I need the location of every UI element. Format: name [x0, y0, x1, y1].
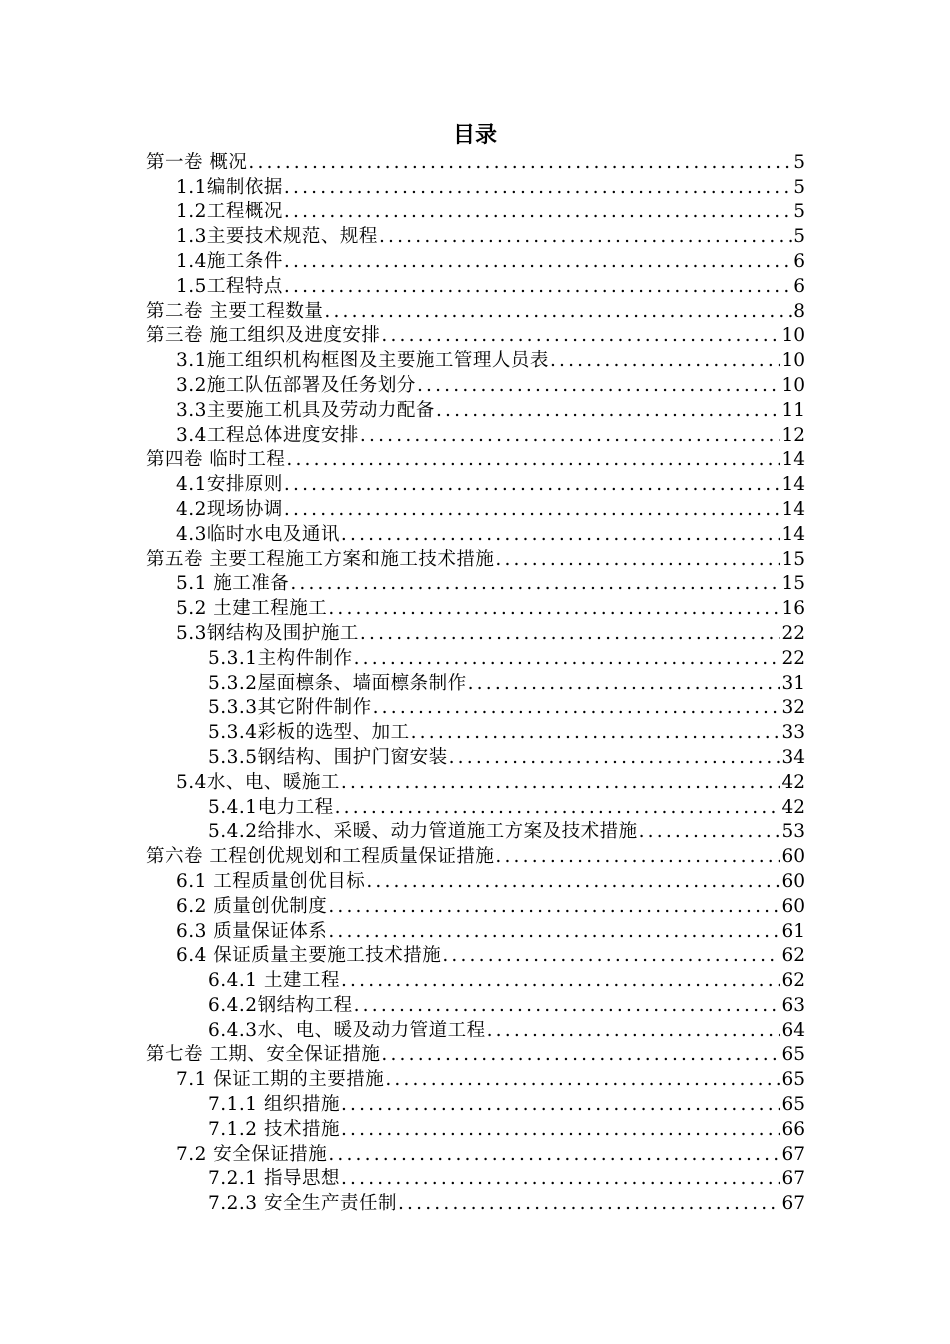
toc-dot-leader — [354, 648, 781, 670]
toc-page-number: 66 — [781, 1118, 805, 1140]
toc-entry-title: 7.2 安全保证措施 — [176, 1143, 328, 1165]
toc-entry[interactable] — [0, 868, 950, 893]
toc-entry-title: 3.1施工组织机构框图及主要施工管理人员表 — [176, 350, 549, 372]
toc-dot-leader — [341, 524, 781, 546]
toc-dot-leader — [341, 970, 781, 992]
toc-entry[interactable] — [0, 571, 950, 596]
toc-entry-title: 3.3主要施工机具及劳动力配备 — [176, 399, 435, 421]
toc-dot-leader — [639, 821, 781, 843]
toc-entry-title: 5.4水、电、暖施工 — [176, 771, 340, 793]
toc-dot-leader — [366, 871, 780, 893]
toc-entry-title: 7.2.3 安全生产责任制 — [208, 1193, 397, 1215]
toc-entry-title: 5.3.2屋面檩条、墙面檩条制作 — [208, 672, 467, 694]
toc-page-number: 60 — [781, 895, 805, 917]
toc-entry-title: 第四卷 临时工程 — [146, 449, 286, 471]
toc-page-number: 14 — [781, 523, 805, 545]
toc-entry-title: 第七卷 工期、安全保证措施 — [146, 1044, 381, 1066]
toc-entry-title: 6.1 工程质量创优目标 — [176, 870, 366, 892]
toc-entry-title: 1.1编制依据 — [176, 176, 283, 198]
toc-entry[interactable] — [0, 149, 950, 174]
toc-entry[interactable] — [0, 372, 950, 397]
toc-entry-title: 第六卷 工程创优规划和工程质量保证措施 — [146, 846, 495, 868]
toc-dot-leader — [495, 549, 780, 571]
toc-dot-leader — [284, 177, 792, 199]
toc-dot-leader — [442, 945, 780, 967]
toc-page-number: 14 — [781, 498, 805, 520]
toc-dot-leader — [398, 1193, 780, 1215]
toc-page-number: 8 — [793, 300, 805, 322]
toc-entry[interactable] — [0, 918, 950, 943]
toc-entry[interactable] — [0, 471, 950, 496]
toc-entry-title: 6.4.2钢结构工程 — [208, 994, 353, 1016]
toc-dot-leader — [341, 1168, 781, 1190]
toc-page-number: 14 — [781, 449, 805, 471]
toc-dot-leader — [341, 1119, 781, 1141]
toc-entry-title: 6.4.1 土建工程 — [208, 970, 340, 992]
toc-entry-title: 第一卷 概况 — [146, 151, 248, 173]
toc-dot-leader — [284, 474, 781, 496]
toc-page-number: 12 — [781, 424, 805, 446]
toc-entry[interactable] — [0, 546, 950, 571]
toc-page-number: 62 — [781, 970, 805, 992]
toc-entry[interactable] — [0, 323, 950, 348]
toc-dot-leader — [328, 921, 780, 943]
toc-dot-leader — [381, 325, 780, 347]
toc-entry[interactable] — [0, 843, 950, 868]
toc-entry-title: 5.3.3其它附件制作 — [208, 697, 372, 719]
toc-dot-leader — [360, 425, 781, 447]
toc-entry-title: 3.4工程总体进度安排 — [176, 424, 359, 446]
toc-entry-title: 5.1 施工准备 — [176, 573, 290, 595]
toc-entry-title: 1.2工程概况 — [176, 201, 283, 223]
toc-page-number: 60 — [781, 870, 805, 892]
toc-entry-title: 6.4.3水、电、暖及动力管道工程 — [208, 1019, 486, 1041]
toc-page-number: 5 — [793, 176, 805, 198]
toc-page-number: 33 — [781, 722, 805, 744]
toc-entry-title: 5.3.5钢结构、围护门窗安装 — [208, 746, 448, 768]
toc-dot-leader — [341, 1094, 781, 1116]
toc-entry[interactable] — [0, 422, 950, 447]
toc-page-number: 65 — [781, 1044, 805, 1066]
toc-entry[interactable] — [0, 273, 950, 298]
toc-entry[interactable] — [0, 174, 950, 199]
toc-page-number: 22 — [781, 622, 805, 644]
toc-page-number: 42 — [781, 796, 805, 818]
toc-page-number: 61 — [781, 920, 805, 942]
toc-entry[interactable] — [0, 447, 950, 472]
toc-dot-leader — [379, 226, 792, 248]
toc-entry[interactable] — [0, 347, 950, 372]
toc-page-number: 11 — [781, 399, 805, 421]
toc-page-number: 22 — [781, 647, 805, 669]
toc-entry[interactable] — [0, 595, 950, 620]
toc-entry[interactable] — [0, 1116, 950, 1141]
table-of-contents — [0, 149, 950, 1215]
toc-entry-title: 第二卷 主要工程数量 — [146, 300, 324, 322]
toc-entry-title: 5.3钢结构及围护施工 — [176, 622, 359, 644]
toc-entry[interactable] — [0, 719, 950, 744]
toc-entry[interactable] — [0, 248, 950, 273]
toc-page-number: 63 — [781, 994, 805, 1016]
toc-entry[interactable] — [0, 496, 950, 521]
toc-entry-title: 1.5工程特点 — [176, 275, 283, 297]
toc-dot-leader — [328, 1144, 780, 1166]
toc-entry-title: 5.4.2给排水、采暖、动力管道施工方案及技术措施 — [208, 821, 638, 843]
toc-dot-leader — [468, 673, 781, 695]
toc-page-number: 60 — [781, 846, 805, 868]
toc-entry[interactable] — [0, 1042, 950, 1067]
toc-page-number: 16 — [781, 598, 805, 620]
toc-page-number: 65 — [781, 1069, 805, 1091]
toc-entry[interactable] — [0, 967, 950, 992]
toc-entry[interactable] — [0, 769, 950, 794]
toc-entry[interactable] — [0, 893, 950, 918]
toc-entry[interactable] — [0, 223, 950, 248]
toc-dot-leader — [284, 276, 792, 298]
toc-entry[interactable] — [0, 521, 950, 546]
toc-page-number: 62 — [781, 945, 805, 967]
toc-page-number: 5 — [793, 201, 805, 223]
toc-dot-leader — [487, 1020, 781, 1042]
toc-entry[interactable] — [0, 1017, 950, 1042]
toc-page-number: 42 — [781, 771, 805, 793]
toc-title: 目录 — [452, 123, 497, 148]
toc-entry-title: 第三卷 施工组织及进度安排 — [146, 325, 381, 347]
toc-dot-leader — [284, 251, 792, 273]
toc-entry[interactable] — [0, 695, 950, 720]
toc-page-number: 67 — [781, 1143, 805, 1165]
toc-page-number: 14 — [781, 474, 805, 496]
toc-entry-title: 4.3临时水电及通讯 — [176, 523, 340, 545]
toc-entry[interactable] — [0, 1166, 950, 1191]
toc-dot-leader — [417, 375, 781, 397]
toc-entry[interactable] — [0, 744, 950, 769]
toc-entry[interactable] — [0, 1141, 950, 1166]
toc-dot-leader — [328, 598, 780, 620]
toc-entry-title: 5.3.4彩板的选型、加工 — [208, 722, 410, 744]
toc-entry[interactable] — [0, 819, 950, 844]
toc-entry[interactable] — [0, 298, 950, 323]
toc-dot-leader — [284, 499, 781, 521]
toc-entry-title: 7.2.1 指导思想 — [208, 1168, 340, 1190]
toc-entry[interactable] — [0, 794, 950, 819]
toc-entry-title: 1.4施工条件 — [176, 250, 283, 272]
toc-dot-leader — [354, 995, 781, 1017]
toc-dot-leader — [381, 1044, 780, 1066]
toc-dot-leader — [335, 797, 781, 819]
toc-page-number: 65 — [781, 1094, 805, 1116]
toc-dot-leader — [411, 722, 781, 744]
toc-page-number: 67 — [781, 1193, 805, 1215]
toc-dot-leader — [328, 896, 780, 918]
toc-entry-title: 5.3.1主构件制作 — [208, 647, 353, 669]
toc-page-number: 5 — [793, 226, 805, 248]
toc-entry-title: 3.2施工队伍部署及任务划分 — [176, 374, 416, 396]
toc-page-number: 6 — [793, 250, 805, 272]
toc-dot-leader — [284, 201, 792, 223]
toc-dot-leader — [286, 449, 780, 471]
toc-entry-title: 7.1.2 技术措施 — [208, 1118, 340, 1140]
toc-entry[interactable] — [0, 943, 950, 968]
toc-dot-leader — [248, 152, 792, 174]
toc-entry[interactable] — [0, 992, 950, 1017]
toc-dot-leader — [550, 350, 781, 372]
toc-entry-title: 第五卷 主要工程施工方案和施工技术措施 — [146, 548, 495, 570]
toc-dot-leader — [360, 623, 781, 645]
toc-entry[interactable] — [0, 199, 950, 224]
toc-entry[interactable] — [0, 1066, 950, 1091]
toc-entry[interactable] — [0, 1190, 950, 1215]
toc-entry-title: 6.3 质量保证体系 — [176, 920, 328, 942]
toc-entry-title: 1.3主要技术规范、规程 — [176, 226, 378, 248]
toc-page-number: 32 — [781, 697, 805, 719]
toc-entry[interactable] — [0, 397, 950, 422]
toc-entry-title: 7.1.1 组织措施 — [208, 1094, 340, 1116]
toc-dot-leader — [324, 301, 792, 323]
toc-entry-title: 4.1安排原则 — [176, 474, 283, 496]
toc-dot-leader — [290, 573, 780, 595]
toc-entry-title: 7.1 保证工期的主要措施 — [176, 1069, 385, 1091]
toc-dot-leader — [495, 846, 780, 868]
toc-page-number: 15 — [781, 548, 805, 570]
toc-page-number: 10 — [781, 350, 805, 372]
toc-entry-title: 6.4 保证质量主要施工技术措施 — [176, 945, 442, 967]
toc-entry[interactable] — [0, 670, 950, 695]
toc-page-number: 10 — [781, 325, 805, 347]
toc-entry-title: 5.4.1电力工程 — [208, 796, 334, 818]
toc-entry-title: 5.2 土建工程施工 — [176, 598, 328, 620]
toc-page-number: 6 — [793, 275, 805, 297]
toc-page-number: 5 — [793, 151, 805, 173]
toc-dot-leader — [449, 747, 781, 769]
toc-entry-title: 6.2 质量创优制度 — [176, 895, 328, 917]
toc-page-number: 64 — [781, 1019, 805, 1041]
toc-dot-leader — [373, 697, 781, 719]
toc-page-number: 31 — [781, 672, 805, 694]
toc-entry-title: 4.2现场协调 — [176, 498, 283, 520]
toc-page-number: 34 — [781, 746, 805, 768]
toc-entry[interactable] — [0, 1091, 950, 1116]
toc-dot-leader — [385, 1069, 780, 1091]
toc-page-number: 53 — [781, 821, 805, 843]
toc-page-number: 15 — [781, 573, 805, 595]
toc-entry[interactable] — [0, 620, 950, 645]
toc-page-number: 67 — [781, 1168, 805, 1190]
toc-page-number: 10 — [781, 374, 805, 396]
toc-dot-leader — [341, 772, 781, 794]
toc-entry[interactable] — [0, 645, 950, 670]
toc-dot-leader — [436, 400, 781, 422]
